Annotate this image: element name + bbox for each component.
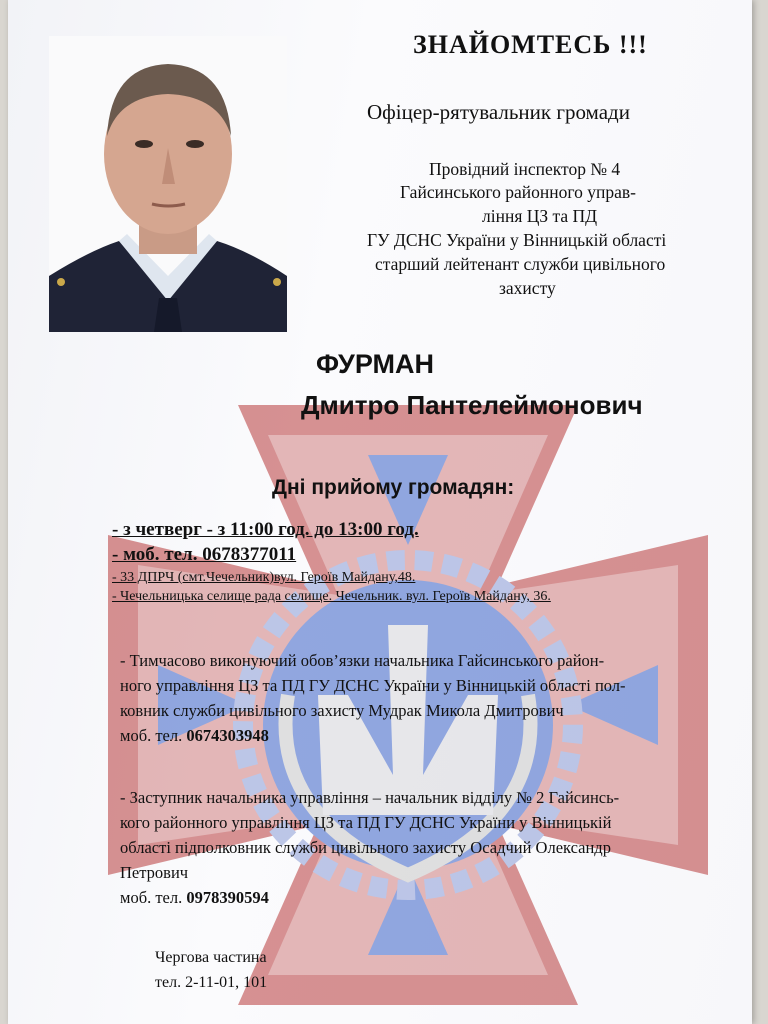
officer-portrait-image xyxy=(49,36,287,332)
position-line: Провідний інспектор № 4 xyxy=(429,159,621,179)
contact-phone-row xyxy=(120,723,626,748)
phone-label: моб. тел. xyxy=(120,888,187,907)
duty-phone: тел. 2-11-01, 101 xyxy=(155,974,268,991)
contact-text-line: ного управління ЦЗ та ПД ГУ ДСНС України у Вінницькій області пол- xyxy=(120,676,626,695)
reception-address: - 33 ДПРЧ (смт.Чечельник)вул. Героїв Майдану,48. xyxy=(112,570,416,585)
position-line: ління ЦЗ та ПД xyxy=(482,206,598,226)
left-epaulette-star xyxy=(57,278,65,286)
left-eye xyxy=(135,140,153,148)
contact-text-line: ковник служби цивільного захисту Мудрак Микола Дмитрович xyxy=(120,701,564,720)
officer-photo xyxy=(49,36,287,332)
position-line: ГУ ДСНС України у Вінницькій області xyxy=(367,230,667,250)
officer-surname: ФУРМАН xyxy=(316,349,434,379)
contact-text-line: - Тимчасово виконуючий обов’язки начальника Гайсинського район- xyxy=(120,651,605,670)
poster-sheet xyxy=(8,0,752,1024)
reception-address: - Чечельницька селище рада селище. Чечельник. вул. Героїв Майдану, 36. xyxy=(112,589,551,604)
contact-text-line: кого районного управління ЦЗ та ПД ГУ ДСНС України у Вінницькій xyxy=(120,813,612,832)
phone-number: 0978390594 xyxy=(186,888,269,907)
reception-phone: - моб. тел. 0678377011 xyxy=(112,544,297,565)
page-title: ЗНАЙОМТЕСЬ !!! xyxy=(413,30,648,59)
position-line: захисту xyxy=(499,278,556,298)
contact-phone-row xyxy=(120,885,619,910)
contact-block-acting-head xyxy=(120,648,626,748)
contact-text-line: - Заступник начальника управління – начальник відділу № 2 Гайсинсь- xyxy=(120,788,620,807)
contact-text-line: області підполковник служби цивільного захисту Осадчий Олександр xyxy=(120,838,611,857)
officer-given-names: Дмитро Пантелеймонович xyxy=(301,390,643,420)
duty-label: Чергова частина xyxy=(155,949,267,966)
contact-block-deputy-head xyxy=(120,785,619,910)
duty-station-block xyxy=(155,945,267,995)
position-line: Гайсинського районного управ- xyxy=(400,182,636,202)
position-line: старший лейтенант служби цивільного xyxy=(375,254,666,274)
page-subtitle: Офіцер-рятувальник громади xyxy=(367,100,630,124)
right-eye xyxy=(186,140,204,148)
contact-text-line: Петрович xyxy=(120,863,189,882)
reception-schedule: - з четверг - з 11:00 год. до 13:00 год. xyxy=(112,519,419,540)
phone-number: 0674303948 xyxy=(186,726,269,745)
right-epaulette-star xyxy=(273,278,281,286)
reception-heading: Дні прийому громадян: xyxy=(272,476,515,499)
phone-label: моб. тел. xyxy=(120,726,187,745)
